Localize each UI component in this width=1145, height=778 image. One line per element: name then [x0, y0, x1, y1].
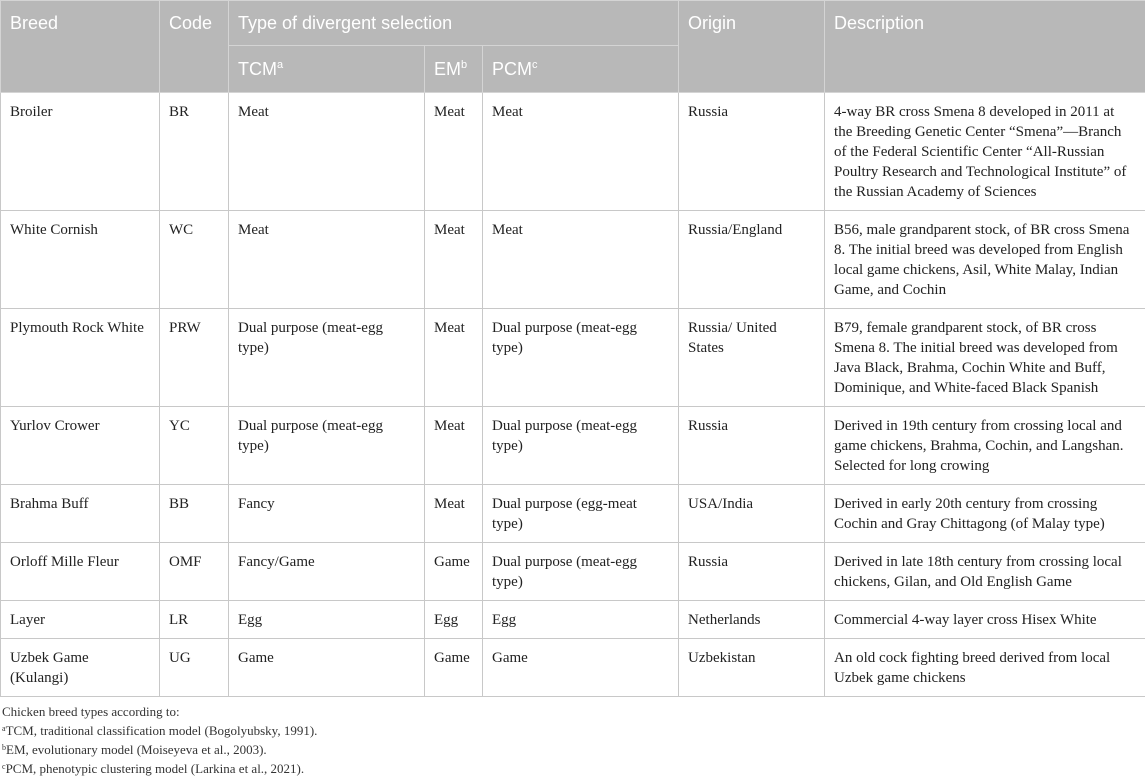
- cell-origin: Russia: [679, 93, 825, 211]
- table-body: [1, 93, 1145, 697]
- cell-description: Commercial 4-way layer cross Hisex White: [825, 601, 1145, 639]
- cell-code: YC: [160, 407, 229, 485]
- cell-em: Meat: [425, 407, 483, 485]
- cell-origin: Russia/ United States: [679, 309, 825, 407]
- header-em-label: EM: [434, 59, 461, 79]
- header-breed: Breed: [1, 1, 160, 93]
- cell-tcm: Egg: [229, 601, 425, 639]
- cell-description: An old cock fighting breed derived from local Uzbek game chickens: [825, 639, 1145, 697]
- cell-breed: White Cornish: [1, 211, 160, 309]
- table-row: [1, 309, 1145, 407]
- cell-breed: Layer: [1, 601, 160, 639]
- cell-origin: USA/India: [679, 485, 825, 543]
- footnote-intro: Chicken breed types according to:: [2, 704, 180, 719]
- cell-pcm: Dual purpose (egg-meat type): [483, 485, 679, 543]
- cell-code: BR: [160, 93, 229, 211]
- footnote-a-mark: a: [2, 724, 6, 733]
- cell-code: PRW: [160, 309, 229, 407]
- cell-breed: Uzbek Game (Kulangi): [1, 639, 160, 697]
- cell-breed: Yurlov Crower: [1, 407, 160, 485]
- cell-origin: Russia/England: [679, 211, 825, 309]
- cell-pcm: Dual purpose (meat-egg type): [483, 309, 679, 407]
- cell-tcm: Fancy/Game: [229, 543, 425, 601]
- cell-description: Derived in 19th century from crossing local and game chickens, Brahma, Cochin, and Langshan. Selected for long crowing: [825, 407, 1145, 485]
- cell-description: Derived in early 20th century from crossing Cochin and Gray Chittagong (of Malay type): [825, 485, 1145, 543]
- header-tcm-sup: a: [277, 59, 284, 71]
- header-description: Description: [825, 1, 1145, 93]
- table-row: [1, 639, 1145, 697]
- header-code: Code: [160, 1, 229, 93]
- header-origin: Origin: [679, 1, 825, 93]
- table-header: [1, 1, 1145, 93]
- table-row: [1, 601, 1145, 639]
- cell-pcm: Dual purpose (meat-egg type): [483, 543, 679, 601]
- header-selection-group: Type of divergent selection: [229, 1, 679, 46]
- cell-tcm: Meat: [229, 211, 425, 309]
- header-em-sup: b: [461, 59, 468, 71]
- cell-breed: Orloff Mille Fleur: [1, 543, 160, 601]
- footnote-c-mark: c: [2, 762, 6, 771]
- table-row: [1, 543, 1145, 601]
- cell-origin: Uzbekistan: [679, 639, 825, 697]
- cell-code: BB: [160, 485, 229, 543]
- table-row: [1, 485, 1145, 543]
- cell-tcm: Dual purpose (meat-egg type): [229, 407, 425, 485]
- cell-description: B79, female grandparent stock, of BR cross Smena 8. The initial breed was developed from Java Black, Brahma, Cochin White and Buff, Dominique, and White-faced Black Spanish: [825, 309, 1145, 407]
- cell-tcm: Game: [229, 639, 425, 697]
- cell-em: Game: [425, 543, 483, 601]
- cell-code: WC: [160, 211, 229, 309]
- table-row: [1, 211, 1145, 309]
- cell-pcm: Dual purpose (meat-egg type): [483, 407, 679, 485]
- header-row: [1, 1, 1145, 46]
- table-row: [1, 407, 1145, 485]
- table-footnotes: [2, 702, 317, 778]
- footnote-c: [2, 759, 317, 778]
- cell-pcm: Egg: [483, 601, 679, 639]
- cell-pcm: Meat: [483, 211, 679, 309]
- header-pcm-sup: c: [532, 59, 538, 71]
- cell-breed: Brahma Buff: [1, 485, 160, 543]
- cell-code: OMF: [160, 543, 229, 601]
- cell-em: Meat: [425, 93, 483, 211]
- cell-em: Egg: [425, 601, 483, 639]
- cell-em: Meat: [425, 211, 483, 309]
- footnote-b-mark: b: [2, 743, 6, 752]
- cell-origin: Russia: [679, 407, 825, 485]
- header-pcm: [483, 46, 679, 93]
- table-row: [1, 93, 1145, 211]
- header-pcm-label: PCM: [492, 59, 532, 79]
- footnote-b: [2, 740, 317, 759]
- header-tcm: [229, 46, 425, 93]
- cell-origin: Netherlands: [679, 601, 825, 639]
- cell-description: B56, male grandparent stock, of BR cross Smena 8. The initial breed was developed from English local game chickens, Asil, White Malay, Indian Game, and Cochin: [825, 211, 1145, 309]
- cell-em: Meat: [425, 309, 483, 407]
- cell-tcm: Meat: [229, 93, 425, 211]
- cell-tcm: Fancy: [229, 485, 425, 543]
- cell-em: Game: [425, 639, 483, 697]
- cell-description: Derived in late 18th century from crossing local chickens, Gilan, and Old English Game: [825, 543, 1145, 601]
- footnote-a: [2, 721, 317, 740]
- cell-code: LR: [160, 601, 229, 639]
- header-em: [425, 46, 483, 93]
- footnote-a-text: TCM, traditional classification model (Bogolyubsky, 1991).: [5, 723, 318, 738]
- cell-breed: Broiler: [1, 93, 160, 211]
- header-tcm-label: TCM: [238, 59, 277, 79]
- cell-pcm: Game: [483, 639, 679, 697]
- cell-code: UG: [160, 639, 229, 697]
- cell-em: Meat: [425, 485, 483, 543]
- footnote-b-text: EM, evolutionary model (Moiseyeva et al., 2003).: [6, 742, 267, 757]
- cell-origin: Russia: [679, 543, 825, 601]
- cell-tcm: Dual purpose (meat-egg type): [229, 309, 425, 407]
- cell-description: 4-way BR cross Smena 8 developed in 2011 at the Breeding Genetic Center “Smena”—Branch of the Federal Scientific Center “All-Russian Poultry Research and Technological Institute” of the Russian Academy of Sciences: [825, 93, 1145, 211]
- footnote-c-text: PCM, phenotypic clustering model (Larkina et al., 2021).: [5, 761, 305, 776]
- cell-breed: Plymouth Rock White: [1, 309, 160, 407]
- cell-pcm: Meat: [483, 93, 679, 211]
